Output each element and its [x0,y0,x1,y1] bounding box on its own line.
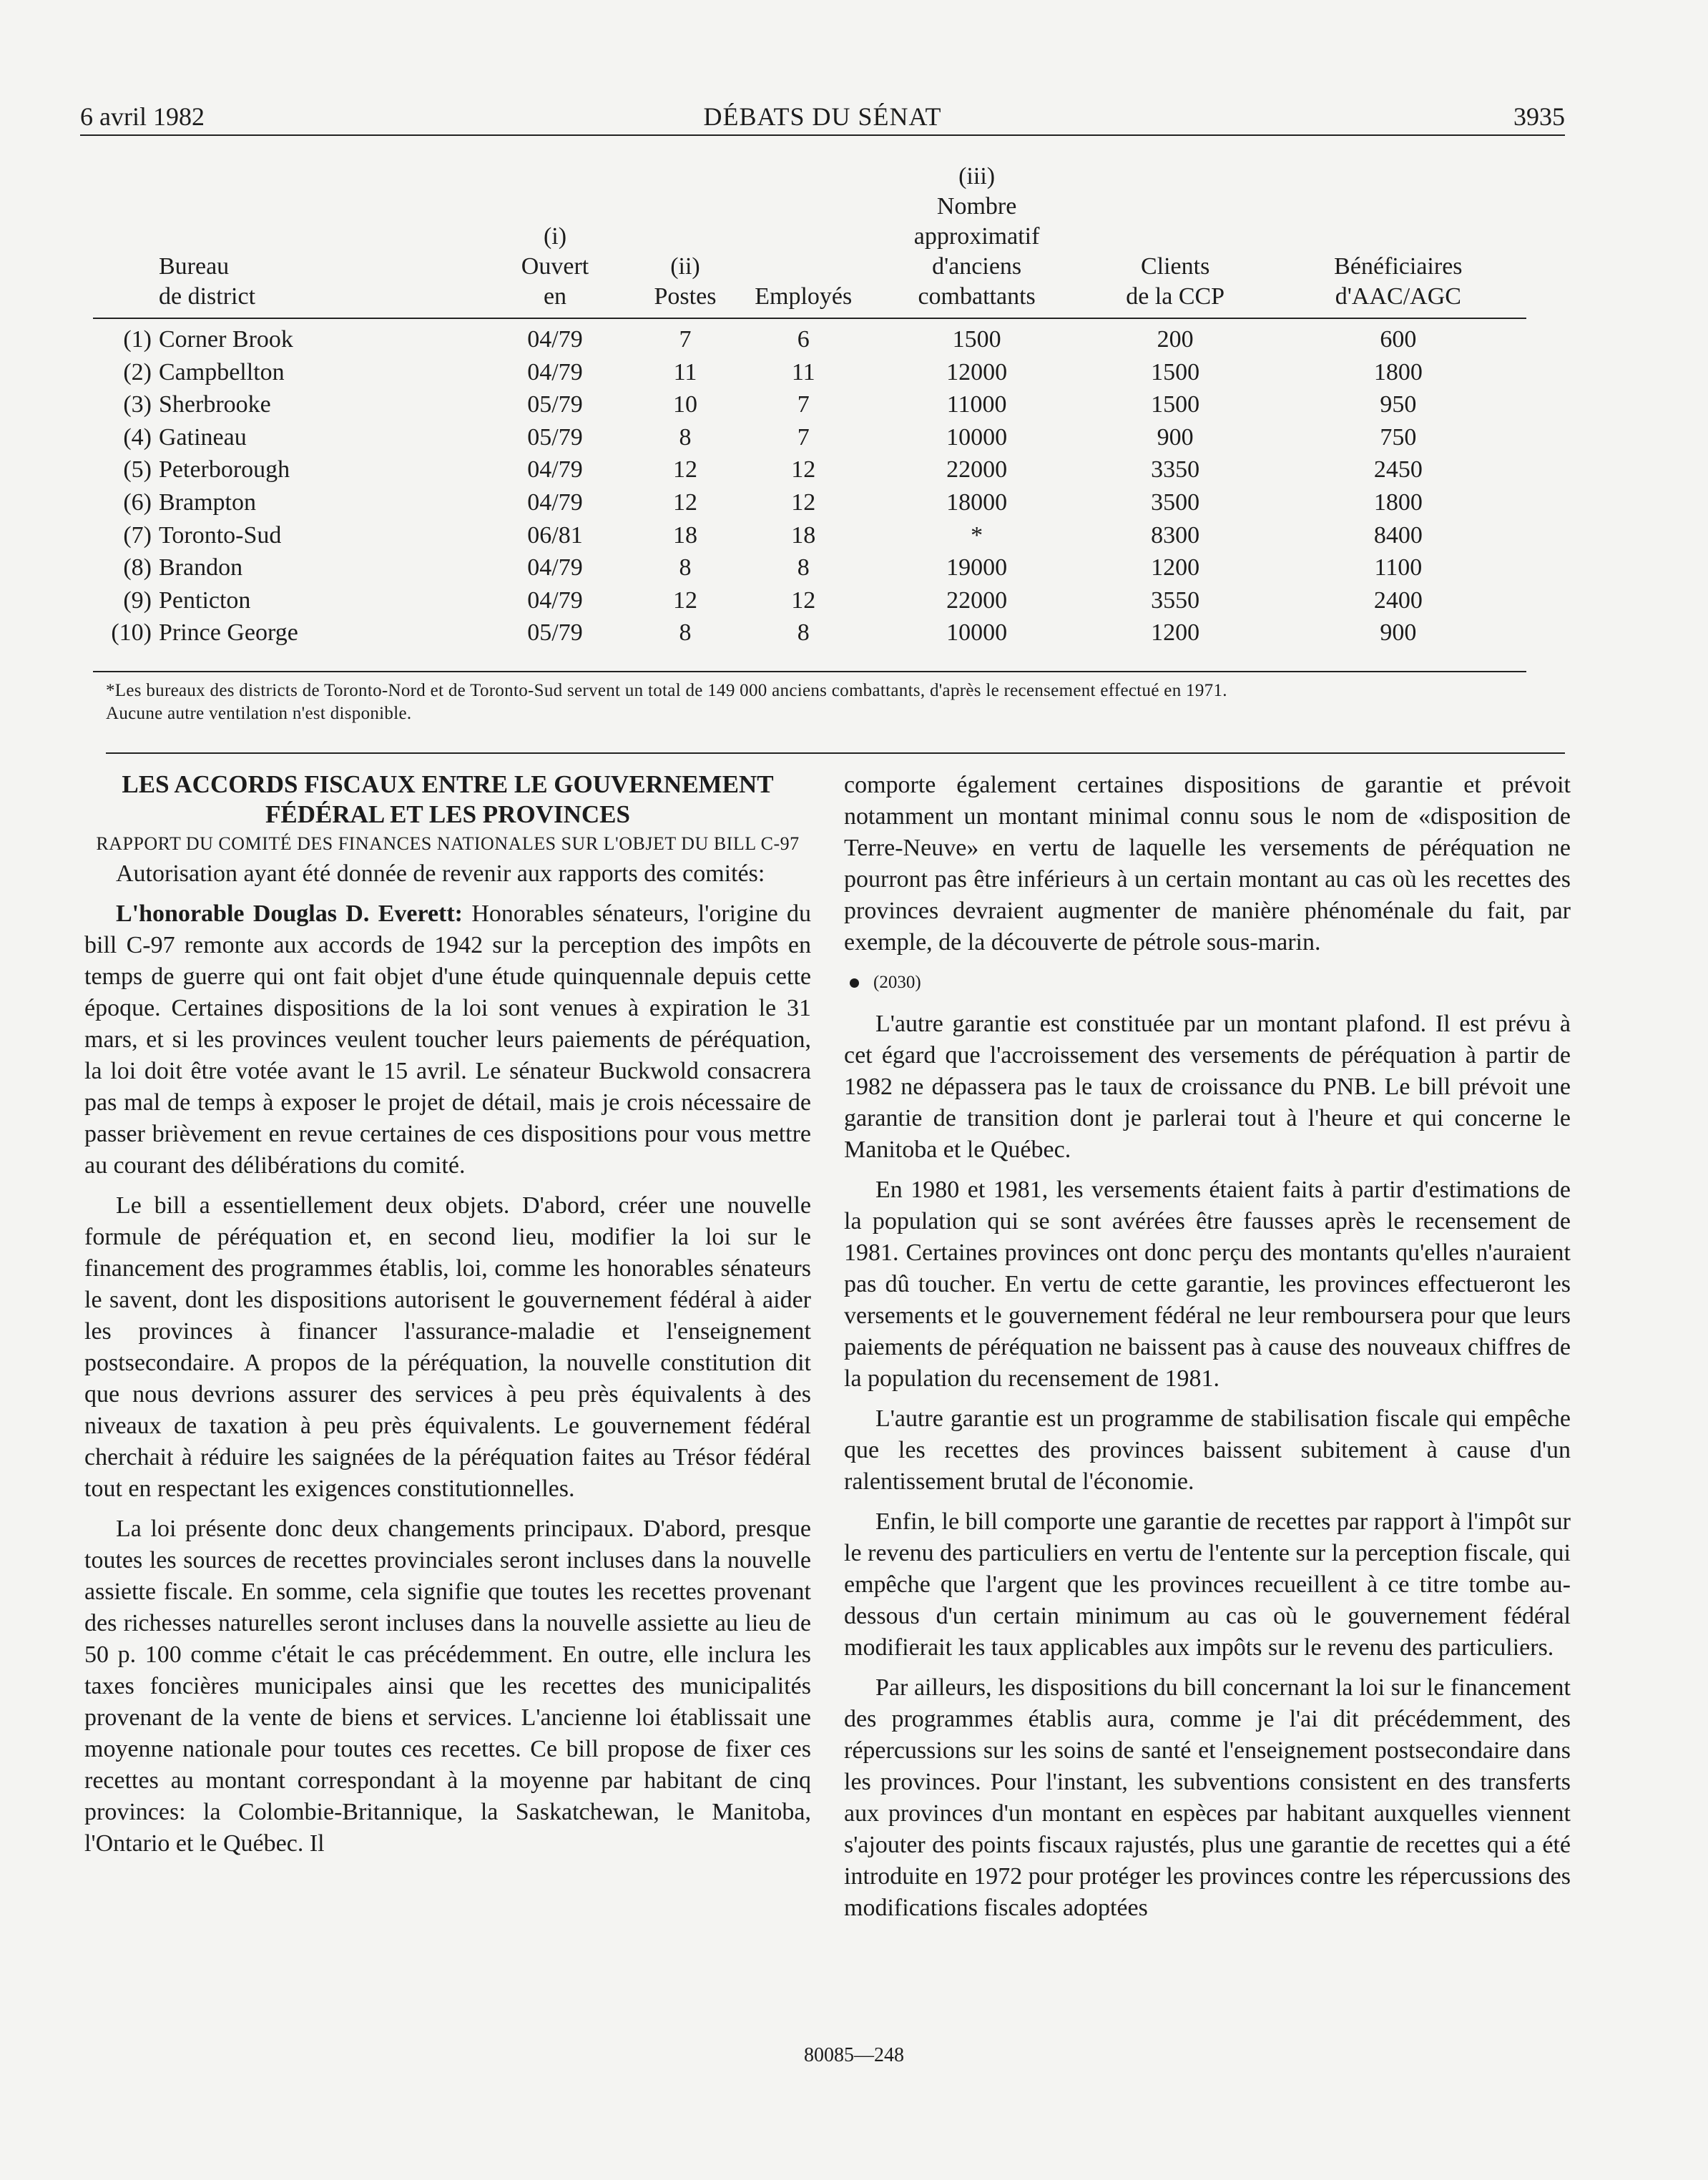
col-header-clients: Clients de la CCP [1081,162,1270,318]
table-footnote: *Les bureaux des districts de Toronto-Nord et de Toronto-Sud servent un total de 149 000 anciens combattants, d'après le recensement effectué en 1971. Aucune autre ventilation n'est disponible. [106,681,1227,723]
table-row [93,519,1526,552]
cell-bureau [93,453,473,486]
cell-bureau [93,421,473,454]
paragraph: En 1980 et 1981, les versements étaient faits à partir d'estimations de la population qui se sont avérées être fausses après le recensement de 1981. Certaines provinces ont donc perçu des montants qu'elles n'auraient pas dû toucher. En vertu de cette garantie, les provinces effectueront les versements et le gouvernement fédéral ne leur remboursera pour que leurs paiements de péréquation ne baissent pas à cause des nouveaux chiffres de la population du recensement de 1981. [844,1177,1571,1392]
header-title: DÉBATS DU SÉNAT [703,102,942,131]
cell-benef: 1100 [1374,554,1423,581]
row-number: (9) [123,586,152,614]
row-number: (2) [123,358,152,386]
left-column [84,770,811,1868]
cell-clients: 1200 [1151,554,1200,581]
cell-benef: 600 [1380,326,1417,353]
district-name: Prince George [159,619,298,647]
cell-bureau [93,318,473,356]
cell-employes: 8 [797,619,810,647]
cell-clients: 1500 [1151,391,1200,418]
row-number: (6) [123,488,152,516]
cell-clients: 8300 [1151,521,1200,549]
running-header [80,102,1565,133]
district-name: Campbellton [159,358,285,386]
table-row [93,453,1526,486]
cell-ouvert: 04/79 [527,554,583,581]
header-date: 6 avril 1982 [80,102,205,131]
table-row [93,388,1526,421]
cell-anciens: 22000 [946,586,1008,614]
cell-ouvert: 05/79 [527,423,583,451]
cell-benef: 900 [1380,619,1417,647]
paragraph: Autorisation ayant été donnée de revenir aux rapports des comités: [116,860,765,887]
cell-benef: 950 [1380,391,1417,418]
cell-employes: 11 [791,358,815,386]
district-name: Peterborough [159,456,290,483]
cell-anciens: 11000 [946,391,1007,418]
table-row [93,486,1526,519]
cell-employes: 18 [791,521,816,549]
cell-ouvert: 04/79 [527,586,583,614]
cell-ouvert: 06/81 [527,521,583,549]
cell-anciens: 1500 [952,326,1001,353]
cell-employes: 12 [791,586,816,614]
cell-employes: 6 [797,326,810,353]
row-number: (5) [123,456,152,483]
cell-benef: 1800 [1373,488,1423,516]
cell-benef: 2400 [1373,586,1423,614]
cell-bureau [93,519,473,552]
cell-bureau [93,356,473,389]
col-header-beneficiaires: Bénéficiaires d'AAC/AGC [1270,162,1526,318]
cell-clients: 200 [1157,326,1194,353]
paragraph: La loi présente donc deux changements principaux. D'abord, presque toutes les sources de recettes provinciales seront incluses dans la nouvelle assiette fiscale. En somme, cela signifie que toutes les recettes provenant des richesses naturelles seront incluses dans la nouvelle assiette au lieu de 50 p. 100 comme c'était le cas précédemment. En outre, elle inclura les taxes foncières municipales ainsi que les recettes des municipalités provenant de la vente de biens et services. L'ancienne loi établissait une moyenne nationale pour toutes ces recettes. Ce bill propose de fixer ces recettes au montant correspondant à la moyenne par habitant de cinq provinces: la Colombie-Britannique, la Saskatchewan, le Manitoba, l'Ontario et le Québec. Il [84,1516,811,1857]
cell-anciens: 10000 [946,619,1008,647]
row-number: (4) [123,423,152,451]
table-row [93,421,1526,454]
district-name: Penticton [159,586,251,614]
cell-ouvert: 04/79 [527,326,583,353]
cell-clients: 3500 [1151,488,1200,516]
district-name: Corner Brook [159,326,293,353]
table-header-row [93,162,1526,318]
cell-bureau [93,486,473,519]
table-bottom-rule [93,671,1526,672]
cell-anciens: 22000 [946,456,1008,483]
table-row [93,318,1526,356]
cell-benef: 8400 [1373,521,1423,549]
right-column [844,770,1571,1933]
district-name: Brandon [159,554,243,581]
cell-benef: 2450 [1373,456,1423,483]
cell-postes: 8 [679,619,692,647]
cell-anciens: 12000 [946,358,1008,386]
cell-clients: 1500 [1151,358,1200,386]
paragraph: Par ailleurs, les dispositions du bill concernant la loi sur le financement des programmes établis aura, comme je l'ai dit précédemment, des répercussions sur les soins de santé et l'enseignement postsecondaire dans les provinces. Pour l'instant, les subventions consistent en des transferts aux provinces d'un montant en espèces par habitant auxquelles viennent s'ajouter des points fiscaux rajustés, plus une garantie de recettes qui a été introduite en 1972 pour protéger les provinces contre les répercussions des modifications fiscales adoptées [844,1674,1571,1921]
paragraph: Le bill a essentiellement deux objets. D'abord, créer une nouvelle formule de péréquation et, en second lieu, modifier la loi sur le financement des programmes établis, loi, comme les honorables sénateurs le savent, dont les dispositions autorisent le gouvernement fédéral à aider les provinces à financer l'assurance-maladie et l'enseignement postsecondaire. A propos de la péréquation, la nouvelle constitution dit que nous devrions assurer des services à peu près équivalents à des niveaux de taxation à peu près équivalents. Le gouvernement fédéral cherchait à réduire les saignées de la péréquation faites au Trésor fédéral tout en respectant les exigences constitutionnelles. [84,1192,811,1502]
col-header-bureau: Bureau de district [93,162,473,318]
cell-employes: 12 [791,456,816,483]
page-footer: 80085—248 [804,2044,904,2066]
speaker-name: L'honorable Douglas D. Everett: [116,900,463,927]
cell-ouvert: 04/79 [527,358,583,386]
cell-anciens: * [971,521,983,549]
table-row [93,551,1526,584]
cell-bureau [93,617,473,649]
cell-ouvert: 04/79 [527,488,583,516]
cell-ouvert: 05/79 [527,391,583,418]
cell-anciens: 18000 [946,488,1008,516]
cell-employes: 8 [797,554,810,581]
cell-postes: 8 [679,554,692,581]
cell-ouvert: 05/79 [527,619,583,647]
cell-postes: 7 [679,326,692,353]
paragraph: L'autre garantie est constituée par un montant plafond. Il est prévu à cet égard que l'accroissement des versements de péréquation à partir de 1982 ne dépassera pas le taux de croissance du PNB. Le bill prévoit une garantie de transition dont je parlerai tout à l'heure et qui concerne le Manitoba et le Québec. [844,1011,1571,1163]
col-header-postes: (ii) Postes [637,162,734,318]
section-rule [106,752,1565,754]
cell-benef: 750 [1380,423,1417,451]
cell-postes: 18 [672,521,697,549]
cell-anciens: 10000 [946,423,1008,451]
row-number: (8) [123,554,152,581]
cell-postes: 12 [672,586,697,614]
cell-anciens: 19000 [946,554,1008,581]
cell-bureau [93,551,473,584]
header-rule [80,134,1565,136]
article-heading: LES ACCORDS FISCAUX ENTRE LE GOUVERNEMENT FÉDÉRAL ET LES PROVINCES [122,770,774,828]
cell-clients: 1200 [1151,619,1200,647]
cell-postes: 11 [673,358,697,386]
row-number: (10) [111,619,152,647]
district-name: Sherbrooke [159,391,271,418]
cell-employes: 7 [797,391,810,418]
cell-benef: 1800 [1373,358,1423,386]
row-number: (7) [123,521,152,549]
cell-clients: 3550 [1151,586,1200,614]
cell-employes: 7 [797,423,810,451]
table-row [93,584,1526,617]
table-row [93,356,1526,389]
col-header-employes: Employés [734,162,873,318]
cell-ouvert: 04/79 [527,456,583,483]
bullet-icon [850,978,859,988]
article-subheading: RAPPORT DU COMITÉ DES FINANCES NATIONALES SUR L'OBJET DU BILL C-97 [96,833,800,854]
header-page-number: 3935 [1513,102,1565,131]
table-row [93,617,1526,649]
cell-postes: 8 [679,423,692,451]
cell-clients: 900 [1157,423,1194,451]
row-number: (3) [123,391,152,418]
row-number: (1) [123,326,152,353]
cell-clients: 3350 [1151,456,1200,483]
paragraph: Enfin, le bill comporte une garantie de recettes par rapport à l'impôt sur le revenu des particuliers en vertu de l'entente sur la perception fiscale, qui empêche que l'argent que les provinces recueillent à ce titre tombe au-dessous d'un certain minimum au cas où le gouvernement fédéral modifierait les taux applicables aux impôts sur le revenu des particuliers. [844,1508,1571,1661]
district-name: Brampton [159,488,256,516]
cell-postes: 12 [672,456,697,483]
cell-postes: 12 [672,488,697,516]
cell-postes: 10 [672,391,697,418]
paragraph: comporte également certaines dispositions de garantie et prévoit notamment un montant minimal connu sous le nom de «disposition de Terre-Neuve» en vertu de laquelle les versements de péréquation ne pourront pas être inférieurs à un certain montant au cas où les recettes des provinces devraient augmenter de manière phénoménale du fait, par exemple, de la découverte de pétrole sous-marin. [844,772,1571,956]
col-header-anciens: (iii) Nombre approximatif d'anciens combattants [873,162,1081,318]
paragraph: L'autre garantie est un programme de stabilisation fiscale qui empêche que les recettes des provinces baissent subitement à cause d'un ralentissement brutal de l'économie. [844,1405,1571,1495]
district-name: Toronto-Sud [159,521,282,549]
time-marker: (2030) [844,967,1571,998]
cell-employes: 12 [791,488,816,516]
district-name: Gatineau [159,423,247,451]
cell-bureau [93,584,473,617]
district-offices-table [93,162,1526,649]
paragraph-speaker: L'honorable Douglas D. Everett: Honorables sénateurs, l'origine du bill C-97 remonte aux accords de 1942 sur la perception des impôts en temps de guerre qui ont fait objet d'une étude quinquennale depuis cette époque. Certaines dispositions de la loi sont venues à expiration le 31 mars, et si les provinces veulent toucher leurs paiements de péréquation, la loi doit être votée avant le 15 avril. Le sénateur Buckwold consacrera pas mal de temps à exposer le projet de détail, mais je crois nécessaire de passer brièvement en revue certaines de ces dispositions pour vous mettre au courant des délibérations du comité. [84,900,812,1179]
col-header-ouvert: (i) Ouvert en [473,162,637,318]
cell-bureau [93,388,473,421]
